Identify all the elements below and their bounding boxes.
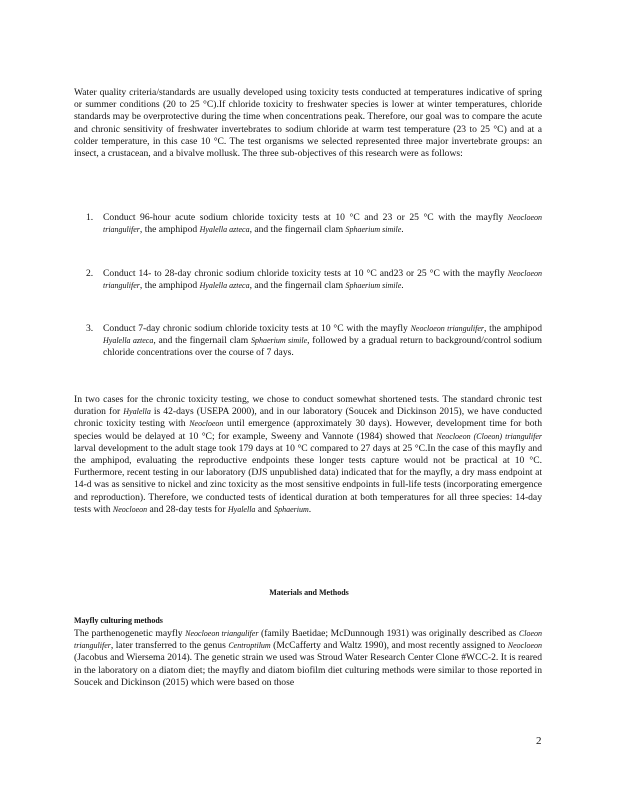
objective-2 (74, 268, 542, 292)
paragraph-text: is 42-days (USEPA 2000), and in our laboratory (Soucek and Dickinson 2015), we have conducted chronic toxicity testing with (74, 406, 542, 430)
list-number: 3. (86, 323, 94, 334)
chronic-testing-paragraph (74, 394, 542, 516)
objective-text: Conduct 14- to 28-day chronic sodium chloride toxicity tests at 10 °C and23 or 25 °C with the mayfly (103, 268, 508, 279)
species-name: Sphaerium simile (345, 225, 402, 235)
species-name: Neocloeon (507, 641, 542, 651)
paragraph-text: , later transferred to the genus (110, 640, 229, 652)
species-name: Sphaerium (274, 504, 309, 514)
paragraph-text: In two cases for the chronic toxicity testing, we chose to conduct somewhat shortened tests. The standard chronic test duration for (74, 394, 542, 418)
list-item (74, 268, 542, 292)
objective-text: , and the fingernail clam (249, 280, 346, 292)
species-name: Hyalella azteca (199, 225, 250, 235)
species-name: Neocloeon (Cloeon) triangulifer (436, 431, 543, 441)
paragraph-text: . (308, 503, 312, 515)
list-number: 1. (86, 212, 94, 223)
species-name: Centroptilum (228, 641, 271, 651)
objective-1 (74, 212, 542, 236)
paragraph-text: (Jacobus and Wiersema 2014). The genetic strain we used was Stroud Water Research Center Clone #WCC-2. It is reared in the laboratory on a diatom diet; the mayfly and diatom biofilm diet culturing methods were similar to those reported in Soucek and Dickinson (2015) which were based on those (74, 652, 542, 688)
objective-text: . (401, 224, 404, 236)
objective-text: , followed by a gradual return to background/control sodium chloride concentrations over the course of 7 days. (103, 335, 542, 359)
species-name: Hyalella (227, 504, 256, 514)
objective-text: , the amphipod (139, 280, 200, 292)
list-number: 2. (86, 268, 94, 279)
species-name: Neocloeon triangulifer (103, 269, 542, 291)
species-name: Neocloeon (189, 419, 224, 429)
species-name: Sphaerium simile (251, 336, 308, 346)
subsection-heading: Mayfly culturing methods (74, 616, 163, 625)
paragraph-text: (family Baetidae; McDunnough 1931) was originally described as (258, 628, 519, 639)
species-name: Hyalella azteca (103, 336, 154, 346)
objective-text: . (401, 280, 404, 292)
objective-text: , and the fingernail clam (249, 224, 346, 236)
paragraph-text: (McCafferty and Waltz 1990), and most recently assigned to (270, 640, 508, 652)
species-name: Sphaerium simile (345, 281, 402, 291)
section-heading: Materials and Methods (269, 588, 349, 597)
species-name: Neocloeon triangulifer (410, 324, 485, 333)
objective-text: , the amphipod (484, 323, 542, 334)
paragraph-text: The parthenogenetic mayfly (74, 628, 186, 639)
mayfly-culturing-paragraph (74, 628, 542, 689)
intro-paragraph (74, 87, 542, 160)
species-name: Neocloeon (112, 504, 148, 514)
objective-text: , and the fingernail clam (153, 335, 251, 347)
species-name: Hyalella azteca (199, 281, 250, 291)
species-name: Hyalella (123, 407, 151, 417)
paragraph-text: larval development to the adult stage took 179 days at 10 °C compared to 27 days at 25 °C.In the case of this mayfly and the amphipod, evaluating the reproductive endpoints these longer tests capture would not be practical at 10 °C. Furthermore, recent testing in our laboratory (DJS unpublished data) indicated that for the mayfly, a dry mass endpoint at 14-d was as sensitive to nickel and zinc toxicity as the most sensitive endpoints in full-life tests (incorporating emergence and reproduction). Therefore, we conducted tests of identical duration at both temperatures for all three species: 14-day tests with (74, 442, 542, 515)
paragraph-text: and 28-day tests for (147, 503, 228, 515)
paragraph-text: and (255, 503, 275, 515)
species-name: Neocloeon triangulifer (185, 629, 259, 638)
species-name: Cloeon triangulifer (74, 629, 542, 651)
paragraph-text: until emergence (approximately 30 days). However, development time for both species would be delayed at 10 °C; for example, Sweeny and Vannote (1984) showed that (74, 418, 542, 442)
list-item (74, 323, 542, 360)
objective-text: Conduct 7-day chronic sodium chloride toxicity tests at 10 °C with the mayfly (103, 323, 411, 334)
species-name: Neocloeon triangulifer (103, 213, 542, 235)
intro-text: Water quality criteria/standards are usually developed using toxicity tests conducted at temperatures indicative of spring or summer conditions (20 to 25 °C).If chloride toxicity to freshwater species is lower at winter temperatures, chloride standards may be overprotective during the time when concentrations peak. Therefore, our goal was to compare the acute and chronic sensitivity of freshwater invertebrates to sodium chloride at warm test temperature (23 to 25 °C) and at a colder temperature, in this case 10 °C. The test organisms we selected represented three major invertebrate groups: an insect, a crustacean, and a bivalve mollusk. The three sub-objectives of this research were as follows: (74, 87, 542, 160)
page-number: 2 (536, 735, 542, 747)
objective-text: , the amphipod (139, 224, 200, 236)
objective-text: Conduct 96-hour acute sodium chloride toxicity tests at 10 °C and 23 or 25 °C with the mayfly (103, 212, 508, 223)
list-item (74, 212, 542, 236)
objective-3 (74, 323, 542, 360)
